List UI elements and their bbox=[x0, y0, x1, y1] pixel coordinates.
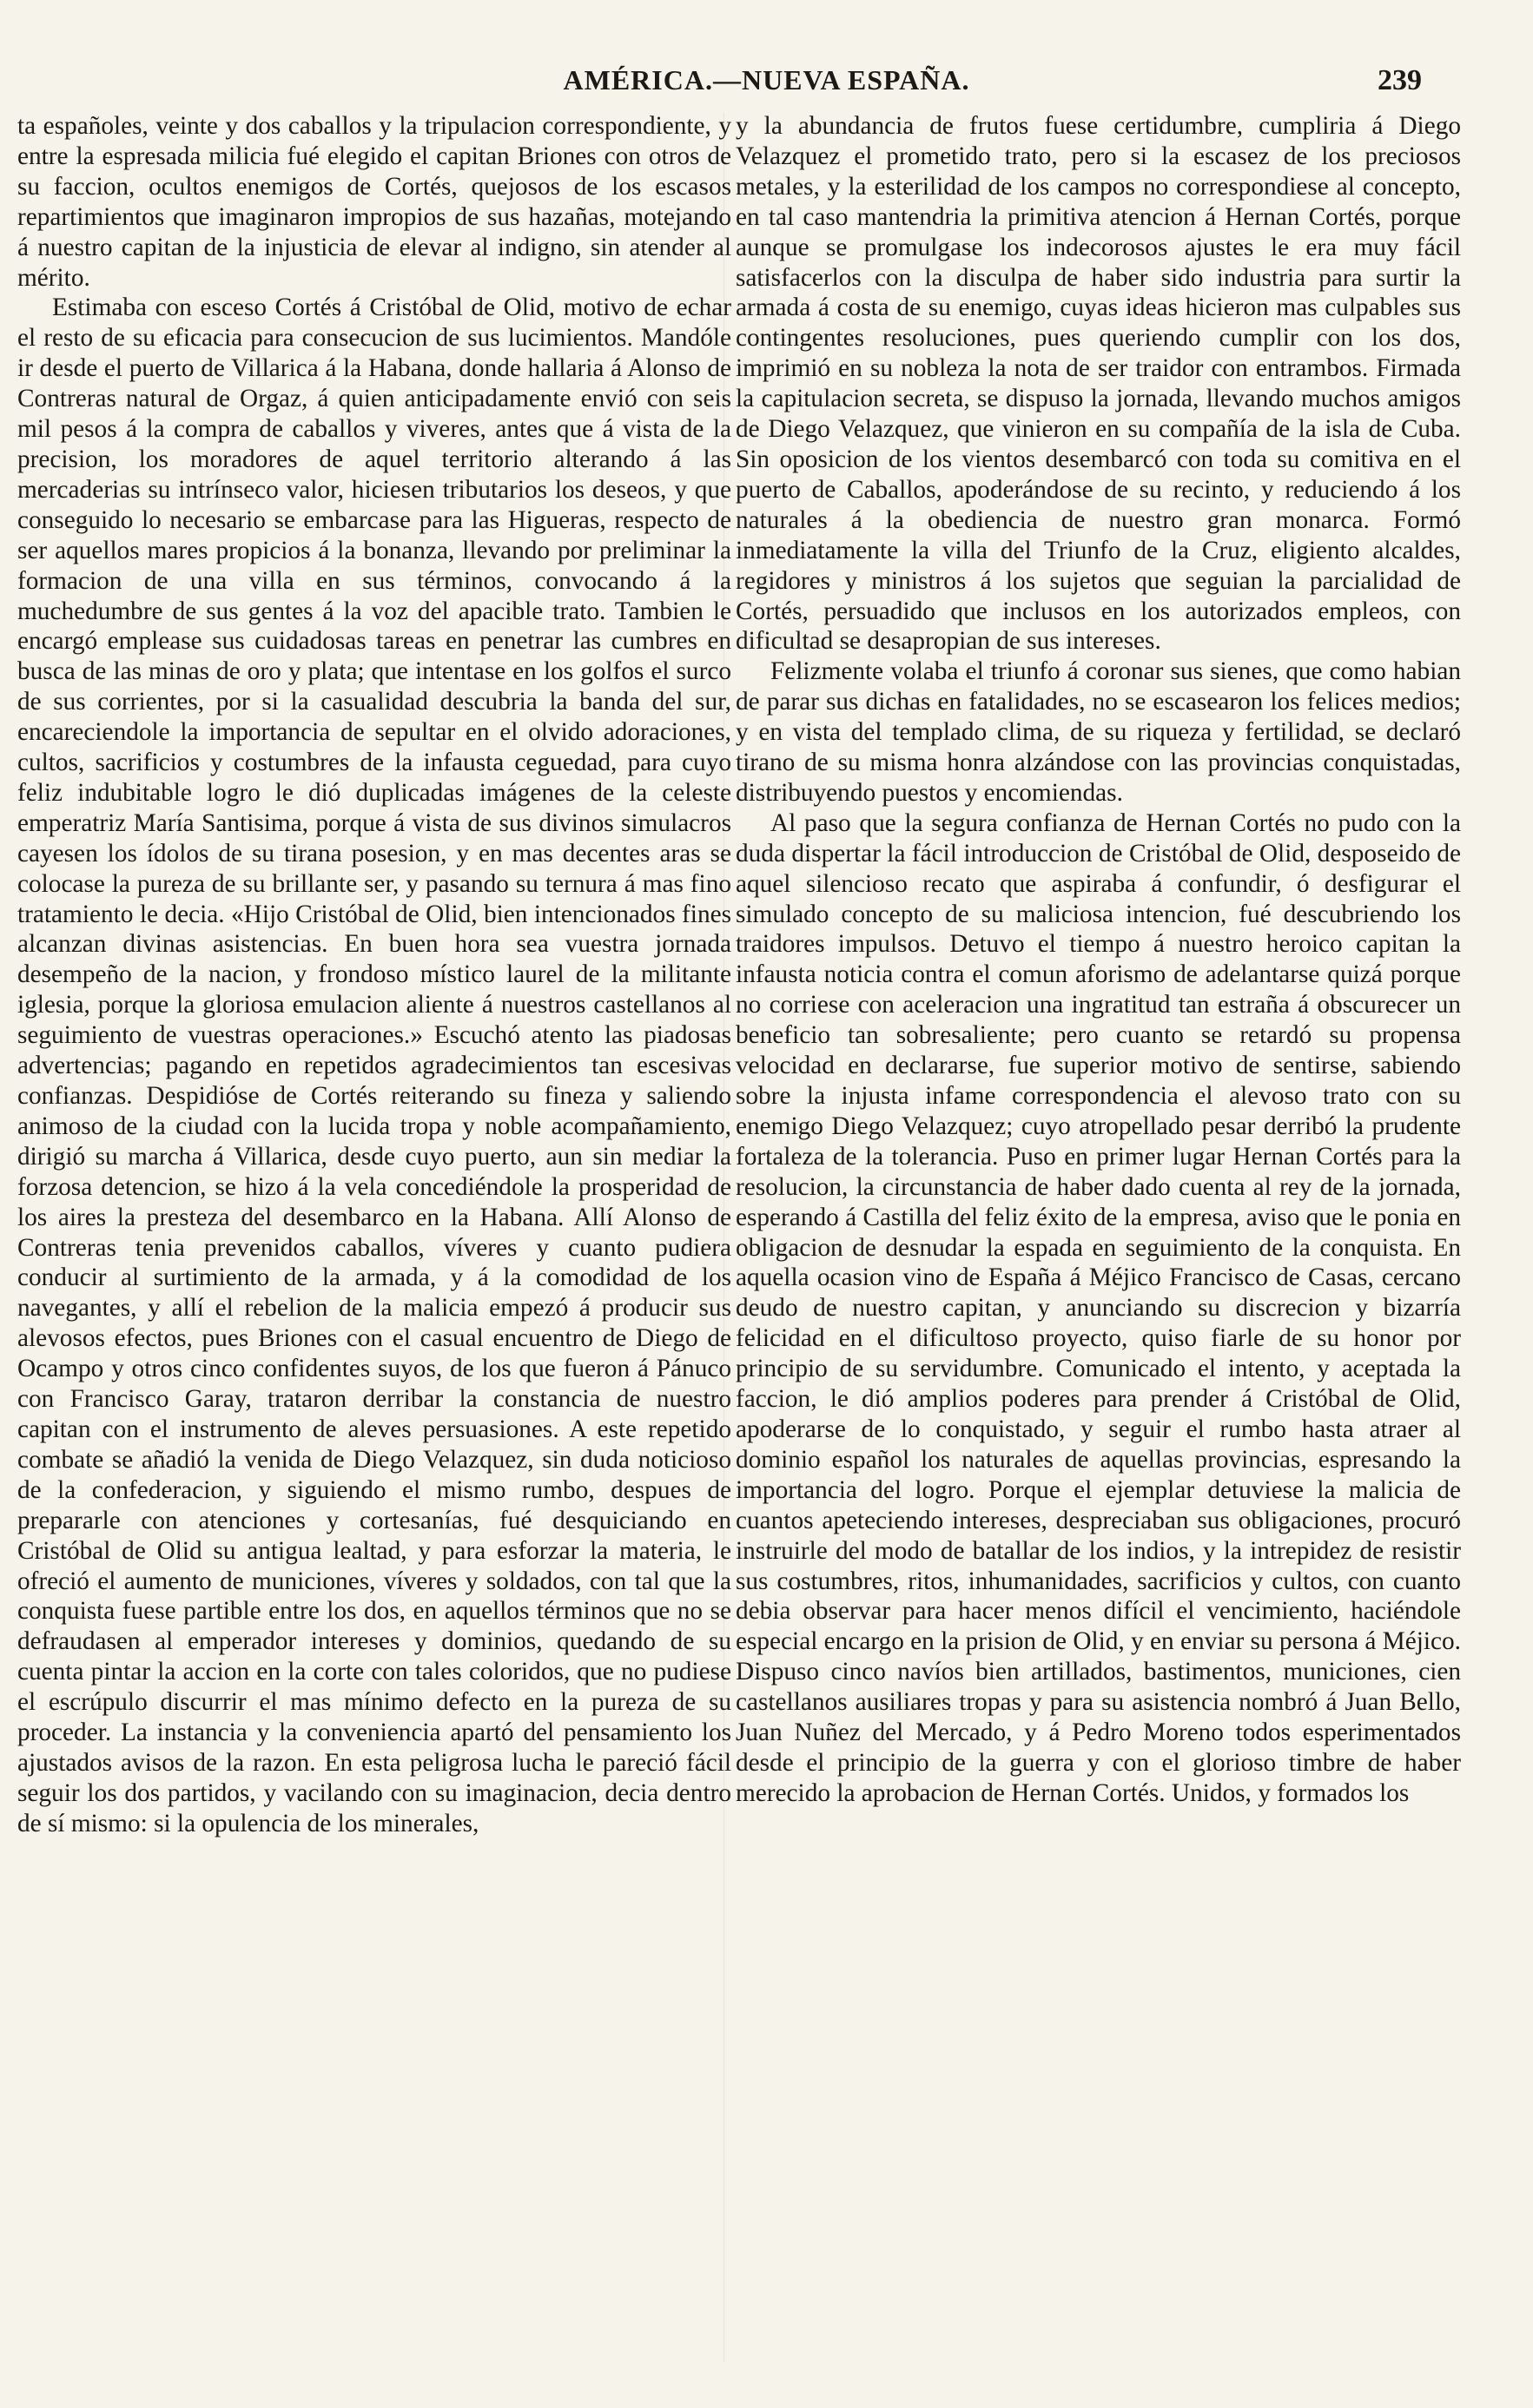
running-head bbox=[0, 64, 1533, 108]
paragraph: Estimaba con esceso Cortés á Cristóbal de Olid, motivo de echar el resto de su eficacia para consecucion de sus lucimientos. Mandóle ir desde el puerto de Villarica á la Habana, donde hallaria á Alonso de Contreras natural de Orgaz, á quien anticipadamente envió con seis mil pesos á la compra de caballos y viveres, antes que á vista de la precision, los moradores de aquel territorio alterando á las mercaderias su intrínseco valor, hiciesen tributarios los deseos, y que conseguido lo necesario se embarcase para las Higueras, respecto de ser aquellos mares propicios á la bonanza, llevando por preliminar la formacion de una villa en sus términos, convocando á la muchedumbre de sus gentes á la voz del apacible trato. Tambien le encargó emplease sus cuidadosas tareas en penetrar las cumbres en busca de las minas de oro y plata; que intentase en los golfos el surco de sus corrientes, por si la casualidad descubria la banda del sur, encareciendole la importancia de sepultar en el olvido adoraciones, cultos, sacrificios y costumbres de la infausta ceguedad, para cuyo feliz indubitable logro le dió duplicadas imágenes de la celeste emperatriz María Santisima, porque á vista de sus divinos simulacros cayesen los ídolos de su tirana posesion, y en mas decentes aras se colocase la pureza de su brillante ser, y pasando su ternura á mas fino tratamiento le decia. «Hijo Cristóbal de Olid, bien intencionados fines alcanzan divinas asistencias. En buen hora sea vuestra jornada desempeño de la nacion, y frondoso místico laurel de la militante iglesia, porque la gloriosa emulacion aliente á nuestros castellanos al seguimiento de vuestras operaciones.» Escuchó atento las piadosas advertencias; pagando en repetidos agradecimientos tan escesivas confianzas. Despidióse de Cortés reiterando su fineza y saliendo animoso de la ciudad con la lucida tropa y noble acompañamiento, dirigió su marcha á Villarica, desde cuyo puerto, aun sin mediar la forzosa detencion, se hizo á la vela concediéndole la prosperidad de los aires la presteza del desembarco en la Habana. Allí Alonso de Contreras tenia prevenidos caballos, víveres y cuanto pudiera conducir al surtimiento de la armada, y á la comodidad de los navegantes, y allí el rebelion de la malicia empezó á producir sus alevosos efectos, pues Briones con el casual encuentro de Diego de Ocampo y otros cinco confidentes suyos, de los que fueron á Pánuco con Francisco Garay, trataron derribar la constancia de nuestro capitan con el instrumento de aleves persuasiones. A este repetido combate se añadió la venida de Diego Velazquez, sin duda noticioso de la confederacion, y siguiendo el mismo rumbo, despues de prepararle con atenciones y cortesanías, fué desquiciando en Cristóbal de Olid su antigua lealtad, y para esforzar la materia, le ofreció el aumento de municiones, víveres y soldados, con tal que la conquista fuese partible entre los dos, en aquellos términos que no se defraudasen al emperador intereses y dominios, quedando de su cuenta pintar la accion en la corte con tales coloridos, que no pudiese el escrúpulo discurrir el mas mínimo defecto en la pureza de su proceder. La instancia y la conveniencia apartó del pensamiento los ajustados avisos de la razon. En esta peligrosa lucha le pareció fácil seguir los dos partidos, y vacilando con su imaginacion, decia dentro de sí mismo: si la opulencia de los minerales, bbox=[17, 294, 731, 1837]
paragraph: Al paso que la segura confianza de Hernan Cortés no pudo con la duda dispertar la fácil introduccion de Cristóbal de Olid, desposeido de aquel silencioso recato que aspiraba á confundir, ó desfigurar el simulado concepto de su maliciosa intencion, fué descubriendo los traidores impulsos. Detuvo el tiempo á nuestro heroico capitan la infausta noticia contra el comun aforismo de adelantarse quizá porque no corriese con aceleracion una ingratitud tan estraña á obscurecer un beneficio tan sobresaliente; pero cuanto se retardó su propensa velocidad en declararse, fue superior motivo de sentirse, sabiendo sobre la injusta infame correspondencia el alevoso trato con su enemigo Diego Velazquez; cuyo atropellado pesar derribó la prudente fortaleza de la tolerancia. Puso en primer lugar Hernan Cortés para la resolucion, la circunstancia de haber dado cuenta al rey de la jornada, esperando á Castilla del feliz éxito de la empresa, aviso que le ponia en obligacion de desnudar la espada en seguimiento de la conquista. En aquella ocasion vino de España á Méjico Francisco de Casas, cercano deudo de nuestro capitan, y anunciando su discrecion y bizarría felicidad en el dificultoso proyecto, quiso fiarle de su honor por principio de su servidumbre. Comunicado el intento, y aceptada la faccion, le dió amplios poderes para prender á Cristóbal de Olid, apoderarse de lo conquistado, y seguir el rumbo hasta atraer al dominio español los naturales de aquellas provincias, espresando la importancia del logro. Porque el ejemplar detuviese la malicia de cuantos apeteciendo intereses, despreciaban sus obligaciones, procuró instruirle del modo de batallar de los indios, y la intrepidez de resistir sus costumbres, ritos, inhumanidades, sacrificios y cultos, con cuanto debia observar para hacer menos difícil el vencimiento, haciéndole especial encargo en la prision de Olid, y en enviar su persona á Méjico. Dispuso cinco navíos bien artillados, bastimentos, municiones, cien castellanos ausiliares tropas y para su asistencia nombró á Juan Bello, Juan Nuñez del Mercado, y á Pedro Moreno todos esperimentados desde el principio de la guerra y con el glorioso timbre de haber merecido la aprobacion de Hernan Cortés. Unidos, y formados los bbox=[736, 808, 1461, 1807]
paragraph: y la abundancia de frutos fuese certidumbre, cumpliria á Diego Velazquez el prometido trato, pero si la escasez de los preciosos metales, y la esterilidad de los campos no correspondiese al concepto, en tal caso mantendria la primitiva atencion á Hernan Cortés, porque aunque se promulgase los indecorosos ajustes le era muy fácil satisfacerlos con la disculpa de haber sido industria para surtir la armada á costa de su enemigo, cuyas ideas hicieron mas culpables sus contingentes resoluciones, pues queriendo cumplir con los dos, imprimió en su nobleza la nota de ser traidor con entrambos. Firmada la capitulacion secreta, se dispuso la jornada, llevando muchos amigos de Diego Velazquez, que vinieron en su compañía de la isla de Cuba. Sin oposicion de los vientos desembarcó con toda su comitiva en el puerto de Caballos, apoderándose de su recinto, y reduciendo á los naturales á la obediencia de nuestro gran monarca. Formó inmediatamente la villa del Triunfo de la Cruz, eligiento alcaldes, regidores y ministros á los sujetos que seguian la parcialidad de Cortés, persuadido que inclusos en los autorizados empleos, con dificultad se desapropian de sus intereses. bbox=[736, 112, 1461, 656]
left-column bbox=[17, 111, 731, 2369]
paragraph: ta españoles, veinte y dos caballos y la tripulacion correspondiente, y entre la espresada milicia fué elegido el capitan Briones con otros de su faccion, ocultos enemigos de Cortés, quejosos de los escasos repartimientos que imaginaron impropios de sus hazañas, motejando á nuestro capitan de la injusticia de elevar al indigno, sin atender al mérito. bbox=[17, 112, 731, 292]
right-column bbox=[736, 111, 1461, 2369]
paragraph: Felizmente volaba el triunfo á coronar sus sienes, que como habian de parar sus dichas en fatalidades, no se escasearon los felices medios; y en vista del templado clima, de su riqueza y fertilidad, se declaró tirano de su misma honra alzándose con las provincias conquistadas, distribuyendo puestos y encomiendas. bbox=[736, 657, 1461, 807]
running-title: AMÉRICA.—NUEVA ESPAÑA. bbox=[563, 64, 970, 96]
page-number: 239 bbox=[1378, 64, 1422, 96]
